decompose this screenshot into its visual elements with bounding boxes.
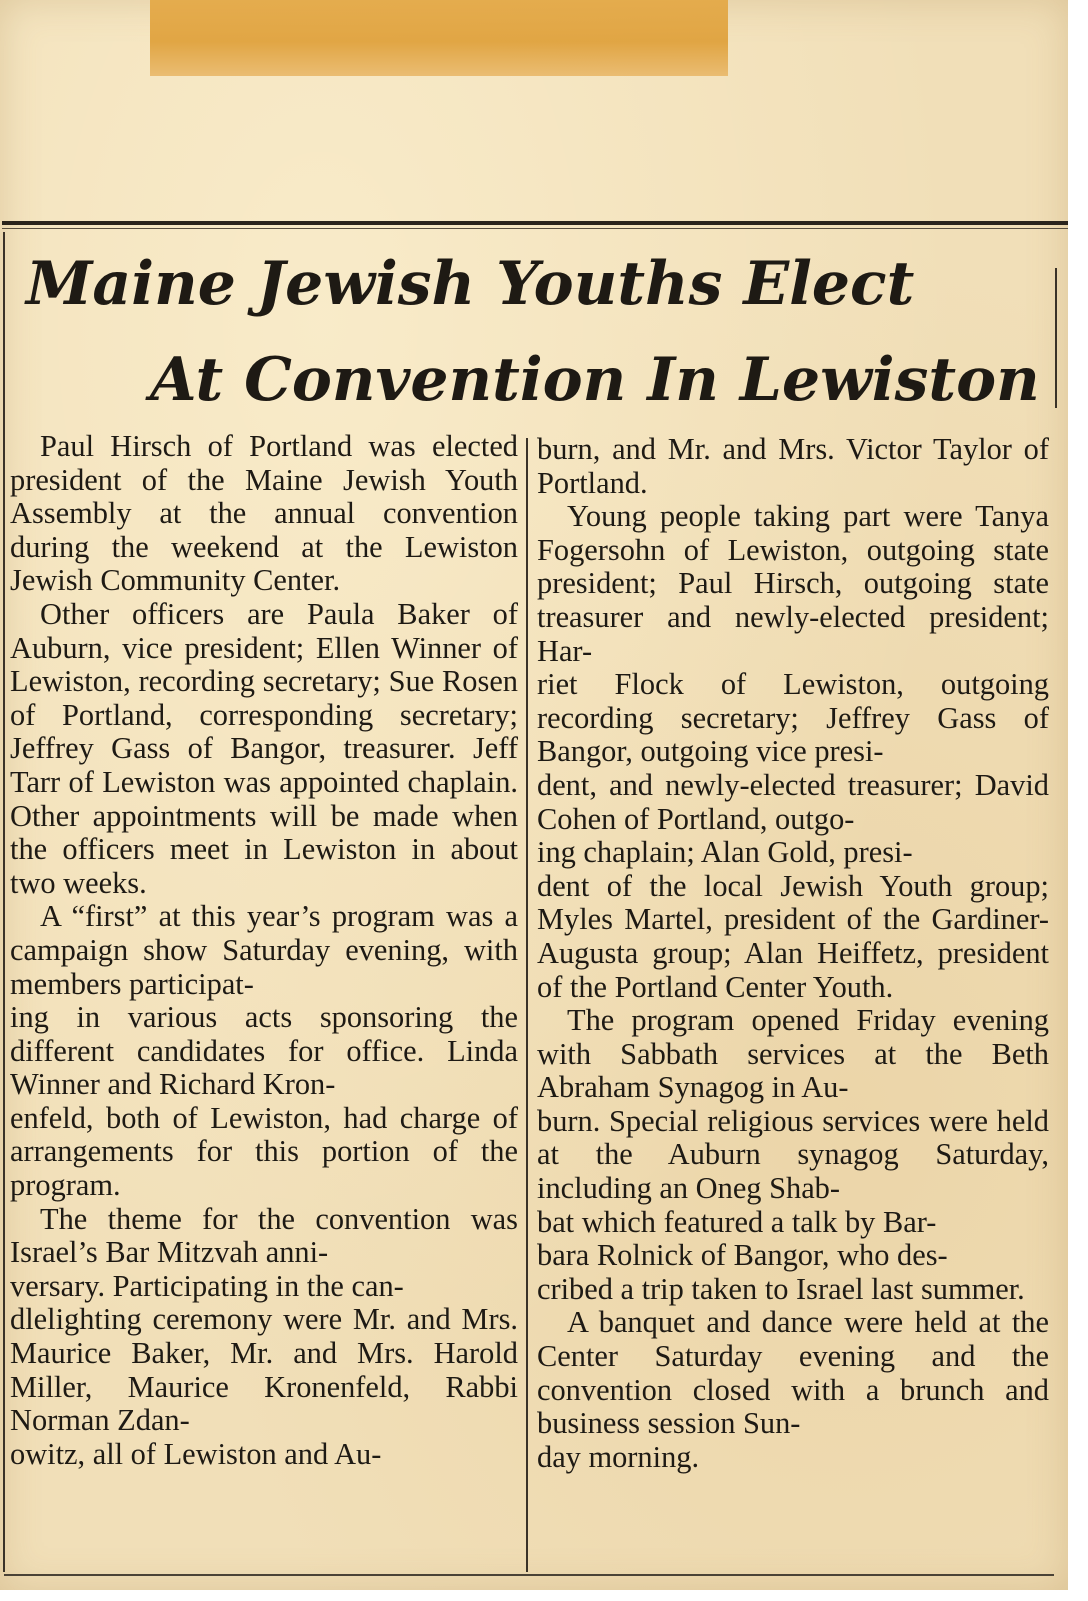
paragraph: Young people taking part were Tanya Fogersohn of Lewiston, outgoing state president; Paul Hirsch, outgoing state treasurer and newly-elected president; Har- riet Flock of Lewiston, outgoing recording secretary; Jeffrey Gass of Bangor, outgoing vice presi- dent, and newly-elected treasurer; David Cohen of Portland, outgo- ing chaplain; Alan Gold, presi- dent of the local Jewish Youth group; Myles Martel, president of the Gardiner-Augusta group; Alan Heiffetz, president of the Portland Center Youth.: [537, 499, 1049, 1004]
paragraph: A “first” at this year’s program was a campaign show Saturday evening, with members participat- ing in various acts sponsoring the different candidates for office. Linda Winner and Richard Kron- enfeld, both of Lewiston, had charge of arrangements for this portion of the program.: [10, 899, 518, 1203]
bottom-rule: [4, 1574, 1054, 1576]
column-divider: [526, 438, 528, 1572]
top-rule: [2, 221, 1068, 225]
top-rule-thin: [2, 228, 1068, 229]
right-border-rule: [1055, 268, 1057, 408]
paragraph: Other officers are Paula Baker of Auburn, vice president; Ellen Winner of Lewiston, recording secretary; Sue Rosen of Portland, corresponding secretary; Jeffrey Gass of Bangor, treasurer. Jeff Tarr of Lewiston was appointed chaplain. Other appointments will be made when the officers meet in Lewiston in about two weeks.: [10, 596, 518, 900]
paragraph: Paul Hirsch of Portland was elected president of the Maine Jewish Youth Assembly at the annual convention during the weekend at the Lewiston Jewish Community Center.: [10, 429, 518, 598]
paragraph: The program opened Friday evening with Sabbath services at the Beth Abraham Synagog in Au- burn. Special religious services were held at the Auburn synagog Saturday, including an Oneg Shab- bat which featured a talk by Bar- bara Rolnick of Bangor, who des- cribed a trip taken to Israel last summer.: [537, 1003, 1049, 1306]
left-border-rule: [3, 232, 5, 1572]
paragraph: A banquet and dance were held at the Center Saturday evening and the convention closed with a brunch and business session Sun- day morning.: [537, 1305, 1049, 1474]
headline-line-1: Maine Jewish Youths Elect: [26, 249, 915, 319]
tape-strip: [150, 0, 728, 76]
headline-line-2: At Convention In Lewiston: [150, 345, 1040, 415]
paragraph: The theme for the convention was Israel’s Bar Mitzvah anni- versary. Participating in the can- dlelighting ceremony were Mr. and Mrs. Maurice Baker, Mr. and Mrs. Harold Miller, Maurice Kronenfeld, Rabbi Norman Zdan- owitz, all of Lewiston and Au-: [10, 1201, 518, 1471]
article-column-left: [10, 430, 518, 1471]
paragraph-continued: burn, and Mr. and Mrs. Victor Taylor of Portland.: [537, 432, 1049, 500]
article-column-right: [537, 433, 1049, 1474]
